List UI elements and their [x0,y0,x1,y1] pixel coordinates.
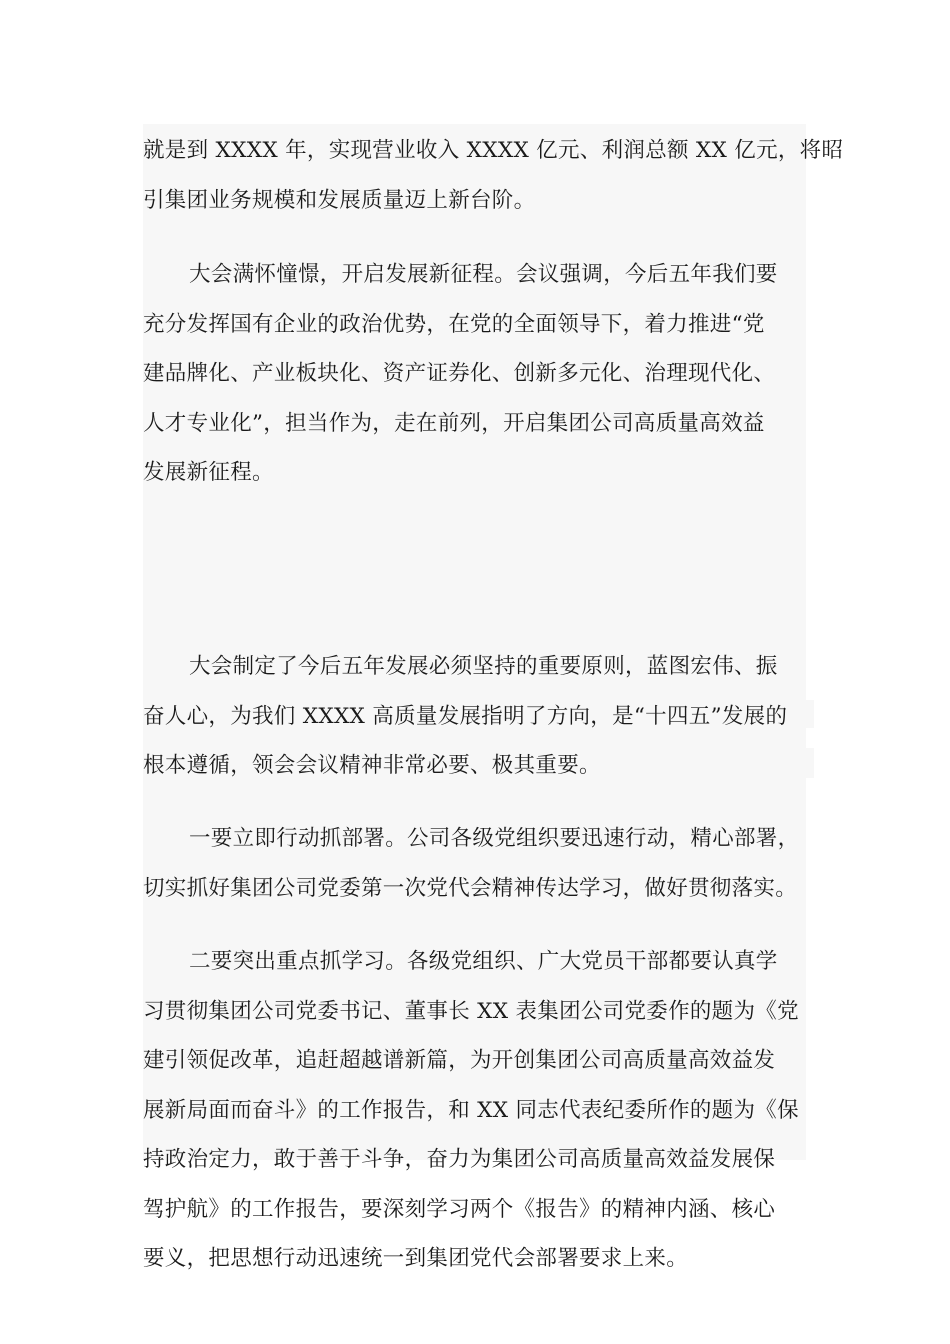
highlight-overflow [806,700,814,728]
paragraph-line: 大会满怀憧憬，开启发展新征程。会议强调，今后五年我们要 [189,262,778,287]
paragraph-line: 建引领促改革，追赶超越谱新篇，为开创集团公司高质量高效益发 [143,1048,776,1073]
paragraph-line: 充分发挥国有企业的政治优势，在党的全面领导下，着力推进“党 [143,311,765,337]
paragraph-line: 人才专业化”，担当作为，走在前列，开启集团公司高质量高效益 [143,410,765,436]
paragraph-line: 二要突出重点抓学习。各级党组织、广大党员干部都要认真学 [189,949,778,974]
paragraph-line: 要义，把思想行动迅速统一到集团党代会部署要求上来。 [143,1246,689,1271]
paragraph-3 [143,642,806,791]
paragraph-line: 根本遵循，领会会议精神非常必要、极其重要。 [143,753,601,778]
highlight-overflow [806,748,814,778]
paragraph-line: 引集团业务规模和发展质量迈上新台阶。 [143,187,536,213]
paragraph-5 [143,937,806,1284]
paragraph-line: 建品牌化、产业板块化、资产证券化、创新多元化、治理现代化、 [143,361,776,386]
paragraph-line: 展新局面而奋斗》的工作报告，和 XX 同志代表纪委所作的题为《保 [143,1097,799,1123]
paragraph-line: 持政治定力，敢于善于斗争，奋力为集团公司高质量高效益发展保 [143,1147,776,1172]
paragraph-line: 奋人心，为我们 XXXX 高质量发展指明了方向，是“十四五”发展的 [143,703,788,729]
paragraph-line: 切实抓好集团公司党委第一次党代会精神传达学习，做好贯彻落实。 [143,875,798,901]
paragraph-line: 发展新征程。 [143,460,274,485]
paragraph-line: 驾护航》的工作报告，要深刻学习两个《报告》的精神内涵、核心 [143,1196,776,1222]
paragraph-line: 就是到 XXXX 年，实现营业收入 XXXX 亿元、利润总额 XX 亿元，将昭 [143,138,844,163]
paragraph-2 [143,250,806,498]
paragraph-line: 习贯彻集团公司党委书记、董事长 XX 表集团公司党委作的题为《党 [143,998,799,1024]
paragraph-1 [143,126,844,225]
paragraph-4 [143,814,806,913]
paragraph-line: 大会制定了今后五年发展必须坚持的重要原则，蓝图宏伟、振 [189,654,778,679]
paragraph-line: 一要立即行动抓部署。公司各级党组织要迅速行动，精心部署， [189,826,800,851]
text-block [143,124,844,1271]
